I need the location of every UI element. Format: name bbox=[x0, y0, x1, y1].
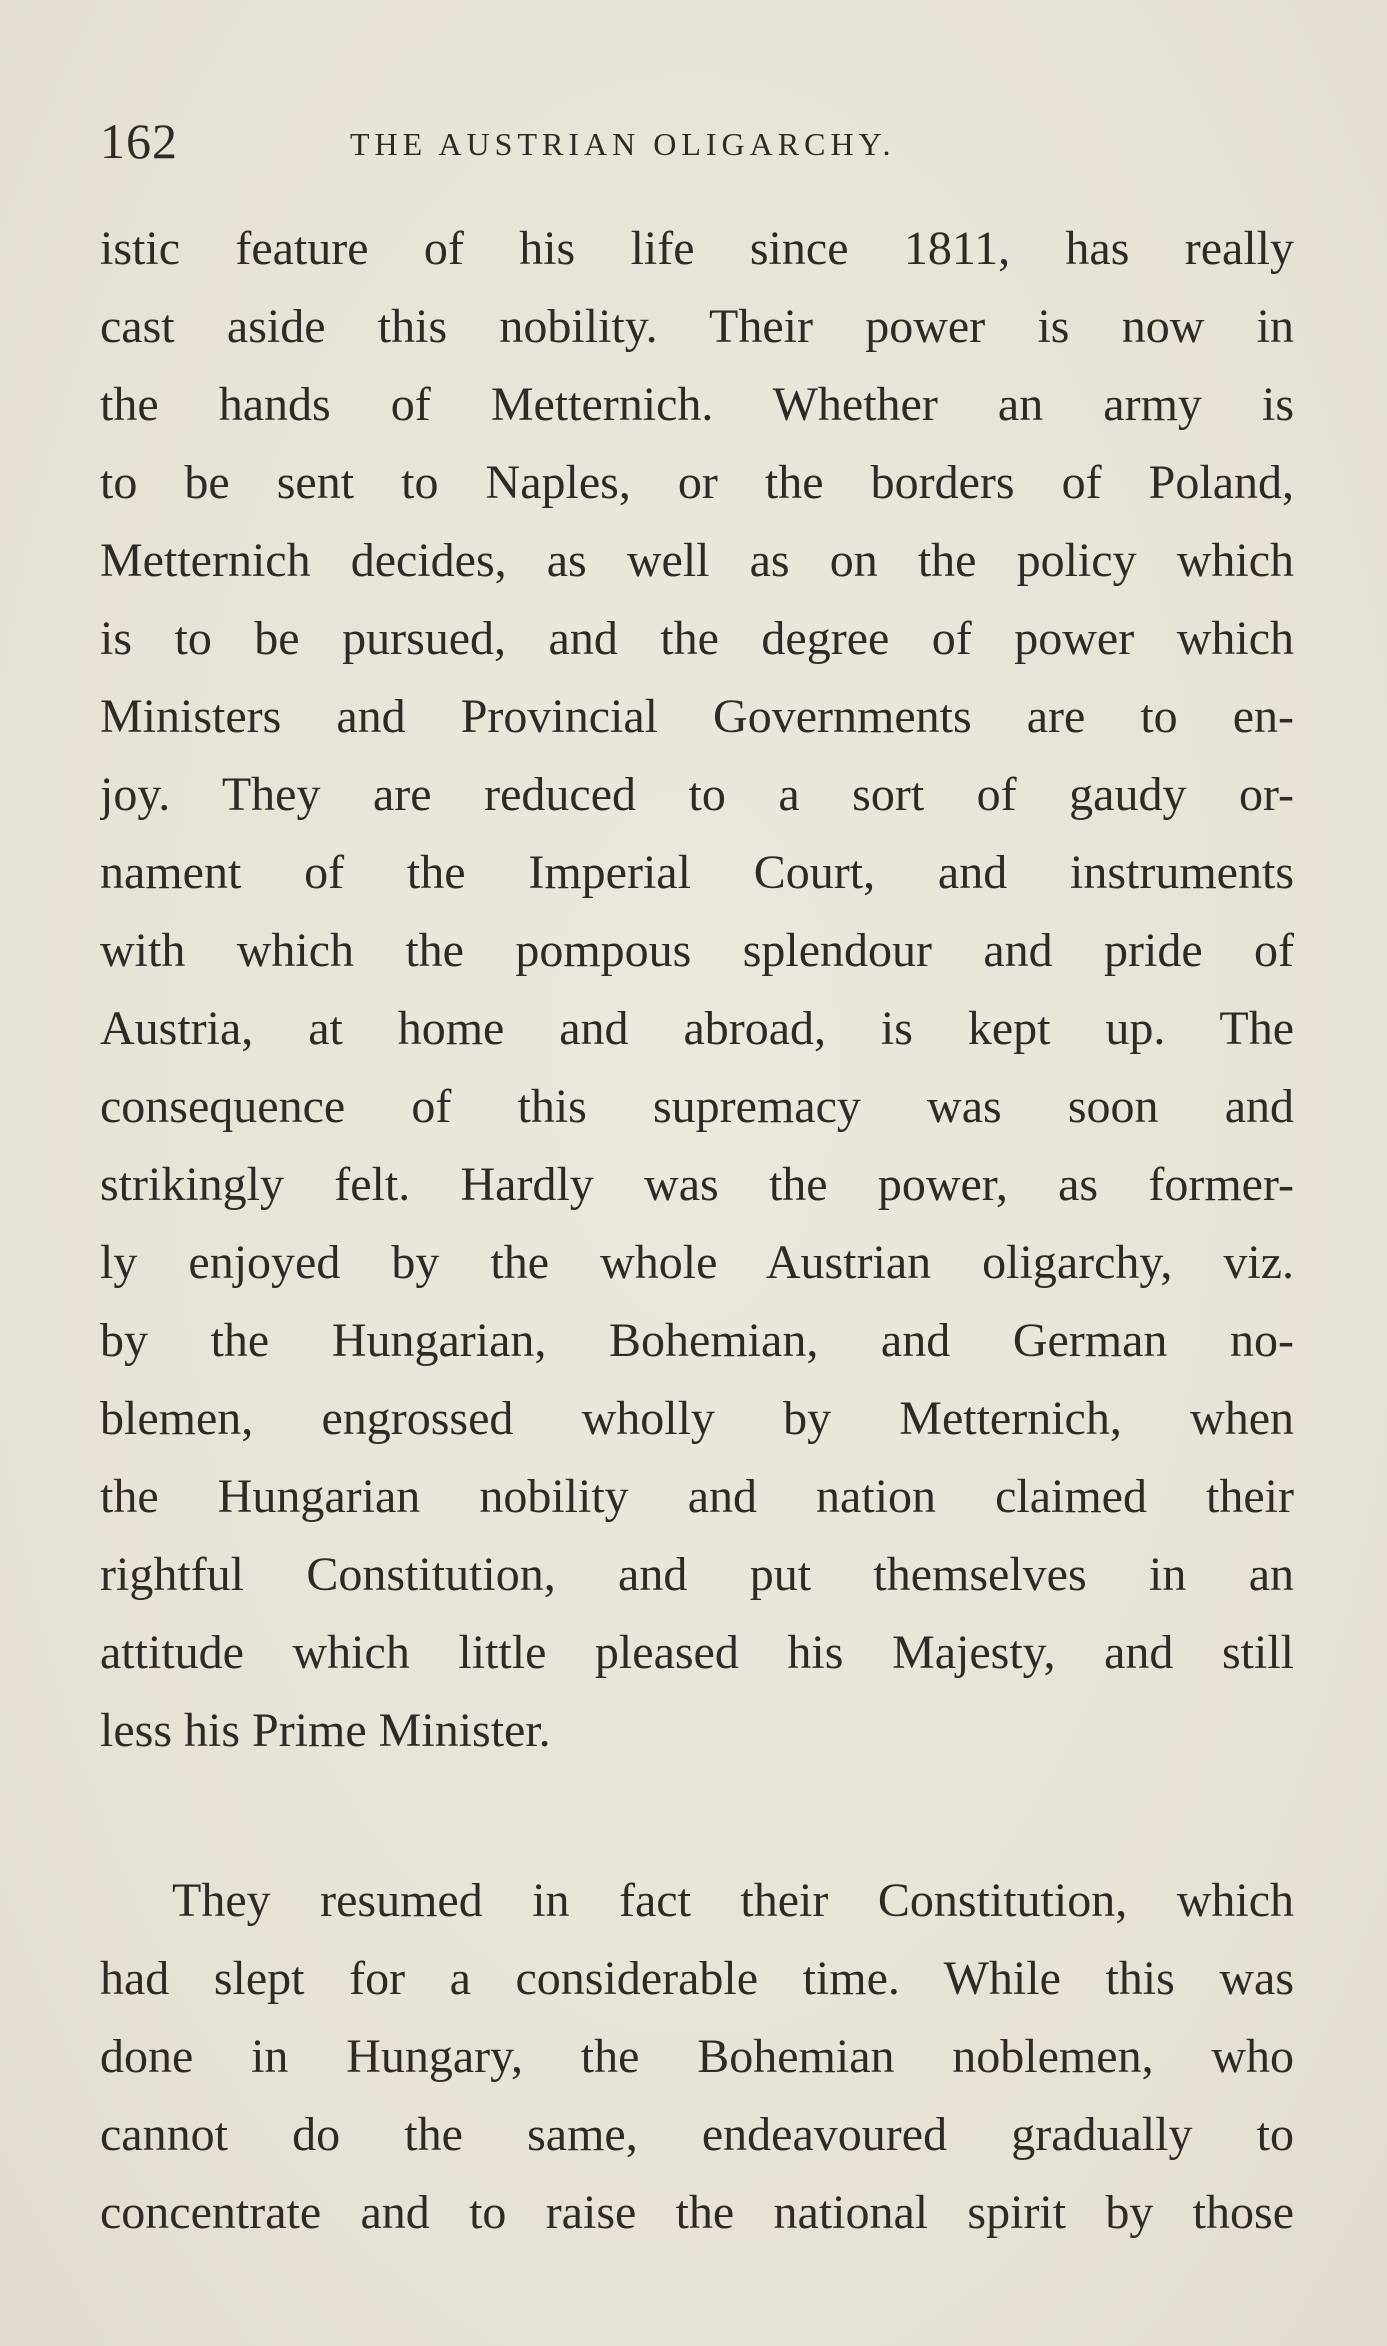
running-head bbox=[100, 112, 1300, 182]
page-number: 162 bbox=[100, 113, 178, 169]
text-line: by the Hungarian, Bohemian, and German no- bbox=[100, 1314, 1294, 1367]
text-line: attitude which little pleased his Majesty, and still bbox=[100, 1626, 1294, 1679]
text-line: with which the pompous splendour and pride of bbox=[100, 924, 1294, 977]
text-line: the hands of Metternich. Whether an army is bbox=[100, 378, 1294, 431]
text-line: joy. They are reduced to a sort of gaudy or- bbox=[100, 768, 1294, 821]
text-line: strikingly felt. Hardly was the power, as former- bbox=[100, 1158, 1294, 1211]
text-line: Ministers and Provincial Governments are to en- bbox=[100, 690, 1294, 743]
running-title: THE AUSTRIAN OLIGARCHY. bbox=[350, 126, 896, 162]
text-line: cast aside this nobility. Their power is now in bbox=[100, 300, 1294, 353]
text-line: Austria, at home and abroad, is kept up. The bbox=[100, 1002, 1294, 1055]
text-line: had slept for a considerable time. While this was bbox=[100, 1952, 1294, 2005]
paragraph-spacer bbox=[100, 1770, 1294, 1862]
text-line: cannot do the same, endeavoured gradually to bbox=[100, 2108, 1294, 2161]
text-line: consequence of this supremacy was soon and bbox=[100, 1080, 1294, 1133]
text-line: concentrate and to raise the national spirit by those bbox=[100, 2186, 1294, 2239]
text-line: less his Prime Minister. bbox=[100, 1704, 551, 1757]
text-line: to be sent to Naples, or the borders of Poland, bbox=[100, 456, 1294, 509]
paragraph-1 bbox=[100, 210, 1294, 1770]
text-line: ly enjoyed by the whole Austrian oligarchy, viz. bbox=[100, 1236, 1294, 1289]
text-line: They resumed in fact their Constitution, which bbox=[172, 1874, 1294, 1927]
text-line: nament of the Imperial Court, and instruments bbox=[100, 846, 1294, 899]
body-text bbox=[100, 210, 1294, 2252]
text-line: done in Hungary, the Bohemian noblemen, who bbox=[100, 2030, 1294, 2083]
text-line: rightful Constitution, and put themselves in an bbox=[100, 1548, 1294, 1601]
text-line: blemen, engrossed wholly by Metternich, when bbox=[100, 1392, 1294, 1445]
paragraph-2 bbox=[100, 1862, 1294, 2252]
text-line: Metternich decides, as well as on the policy which bbox=[100, 534, 1294, 587]
text-line: is to be pursued, and the degree of power which bbox=[100, 612, 1294, 665]
text-line: the Hungarian nobility and nation claimed their bbox=[100, 1470, 1294, 1523]
text-line: istic feature of his life since 1811, has really bbox=[100, 222, 1294, 275]
